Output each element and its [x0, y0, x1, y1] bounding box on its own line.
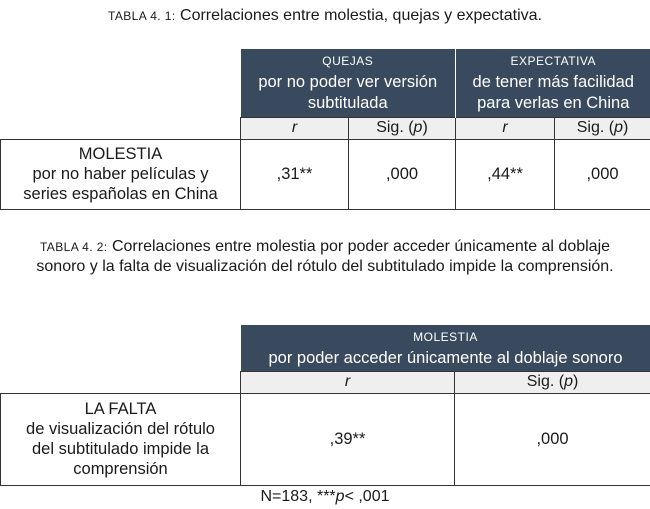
table1-caption-label: TABLA 4. 1: — [108, 9, 176, 23]
table-row — [1, 139, 650, 209]
table1-sig-header-2: Sig. (p) — [555, 117, 650, 139]
table1-col-expectativa — [456, 49, 650, 117]
table1-col-quejas — [241, 49, 456, 117]
table2-caption-label: TABLA 4. 2: — [39, 240, 108, 254]
table1-sig-header: Sig. (p) — [349, 117, 456, 139]
table1-col-expectativa-sub: de tener más facilidad para verlas en China — [472, 73, 634, 113]
table2-corner — [1, 325, 241, 371]
table1-cell-expectativa-r: ,44** — [456, 139, 555, 209]
table2-caption-text: Correlaciones entre molestia por poder acceder únicamente al doblaje sonoro y la falta de visualización del rótulo del subtitulado impide la comprensión. — [36, 238, 614, 275]
table1-col-expectativa-title: EXPECTATIVA — [510, 54, 597, 69]
table2 — [0, 325, 650, 486]
table2-caption — [0, 237, 650, 277]
table2-row-sub: de visualización del rótulo del subtitulado impide la comprensión — [26, 420, 215, 478]
table1-cell-quejas-sig: ,000 — [349, 139, 456, 209]
table1-subhdr-corner — [1, 117, 241, 139]
table2-col-molestia — [241, 325, 650, 371]
table1-col-quejas-sub: por no poder ver versión subtitulada — [258, 73, 438, 113]
table2-row-label — [1, 393, 241, 485]
table2-r-header: r — [241, 371, 455, 393]
table-row — [1, 393, 650, 485]
table1-col-quejas-title: QUEJAS — [322, 54, 374, 69]
table1-cell-expectativa-sig: ,000 — [555, 139, 650, 209]
table1-caption — [0, 6, 650, 26]
table2-sig-header: Sig. (p) — [455, 371, 650, 393]
table2-subhdr-corner — [1, 371, 241, 393]
table1 — [0, 49, 650, 210]
table1-row-title: MOLESTIA — [78, 145, 163, 163]
table2-col-molestia-sub: por poder acceder únicamente al doblaje sonoro — [268, 348, 623, 367]
table1-row-label — [1, 139, 241, 209]
table1-r-header: r — [241, 117, 349, 139]
table2-col-molestia-title: MOLESTIA — [413, 329, 478, 344]
table1-corner — [1, 49, 241, 117]
table1-row-sub: por no haber películas y series españolas en China — [23, 165, 218, 203]
table1-caption-text: Correlaciones entre molestia, quejas y expectativa. — [180, 7, 542, 24]
footnote: N=183, ***p< ,001 — [260, 488, 390, 505]
table1-cell-quejas-r: ,31** — [241, 139, 349, 209]
table1-r-header-2: r — [456, 117, 555, 139]
table2-row-title: LA FALTA — [84, 400, 157, 418]
table2-cell-sig: ,000 — [455, 393, 650, 485]
table2-cell-r: ,39** — [241, 393, 455, 485]
